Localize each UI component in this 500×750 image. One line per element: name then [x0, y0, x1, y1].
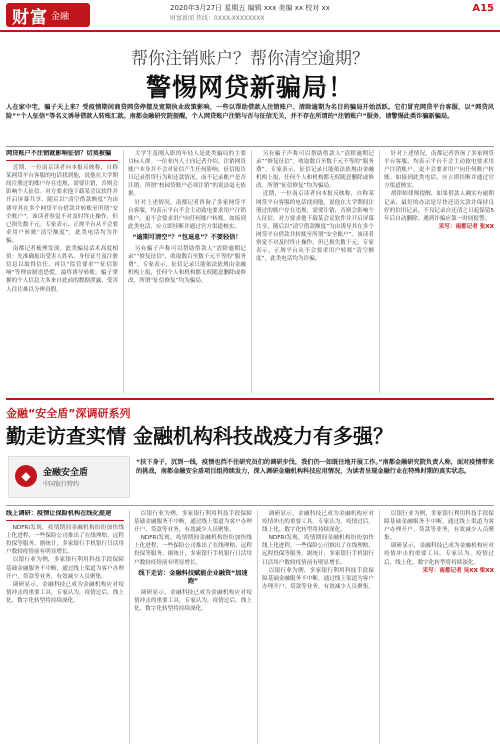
second-column-1: [6, 510, 124, 744]
paragraph: 近期，一位南京读者向本报反映称，自称某网贷平台客服的电话找到他，说他在大学期间注册过的账户存在违规，需要注销，否则会影响个人征信。对方要求他下载某会议软件并开启屏幕共享，随后以“清空借款额度”为由诱导其在多个网贷平台借款并转账至所谓“安全账户”。该读者察觉不对及时终止操作，但已损失数千元。专家表示，正规平台从不会要求用户转账“清空额度”，此类电话均为诈骗。: [256, 191, 374, 263]
column-divider: [251, 150, 252, 393]
second-kicker: 金融“安全盾”深调研系列: [6, 407, 131, 420]
paragraph: 针对上述情况，南都记者咨询了多家网贷平台客服，均表示平台不会主动致电要求用户注销账户，更不会要求用户向任何账户转账。如接到此类电话，应立即挂断并通过官方渠道核实。: [128, 199, 246, 230]
sidebar-title: 网贷账户不注销就影响征信？切莫被骗: [6, 150, 118, 161]
column-title: 线上调研：疫情让保险机构在线化提速: [6, 510, 124, 521]
byline: 采写：南都记者 张XX: [438, 223, 494, 230]
paragraph: 调研显示，金融科技已成为金融机构应对疫情冲击的重要工具。专家认为，疫情过后，线上化、数字化转型将持续深化。: [6, 581, 124, 604]
second-column-4: [384, 510, 494, 744]
column-divider: [379, 510, 380, 744]
top-column-2: [128, 150, 246, 393]
page-number: A15: [472, 3, 494, 14]
column-divider: [123, 150, 124, 393]
paragraph: 大学生及刚入职的年轻人是此类骗局的主要目标人群。一位业内人士向记者介绍，注销网贷账户本身并不会对征信产生任何影响，征信报告只记录借贷行为和还款情况，而不记录账户是否注销。所谓“校园贷账户必须注销”的说法毫无依据。: [128, 151, 246, 198]
paragraph: 另有骗子声称可以帮助借款人“清除逾期记录”“修复征信”，收取数百至数千元不等的“服务费”。专家表示，征信记录只能依法依规由金融机构上报，任何个人和机构都无权随意删除或修改，所谓“征信修复”均为骗局。: [256, 151, 374, 190]
column-divider: [379, 150, 380, 393]
second-column-3: [262, 510, 374, 744]
section-subhead: “逾期可清空”？“包退息”？不要轻信！: [132, 233, 242, 241]
paragraph: 南都记者梳理发现，此类骗局话术高度相似：先准确报出受害人姓名、身份证号及注册信息以取得信任，再以“监管要求”“征信影响”等理由制造恐慌，最终诱导转账。骗子掌握的个人信息大多来自此前的数据泄露，受害人往往难以分辨真假。: [6, 246, 118, 293]
column-divider: [257, 510, 258, 744]
brand-logo: [6, 3, 90, 27]
brand-sub: 金融: [51, 11, 70, 22]
paragraph: 以银行业为例，多家银行利用科技手段保障基础金融服务不中断，通过线上渠道为客户办理开户、贷款等业务，有效减少人员聚集。: [6, 557, 124, 580]
top-column-1: [6, 150, 118, 393]
masthead: [0, 0, 500, 32]
second-column-2: [134, 510, 252, 744]
byline: 采写：南都记者 吴XX 梁XX: [422, 567, 494, 574]
paragraph: 另有骗子声称可以帮助借款人“清除逾期记录”“修复征信”，收取数百至数千元不等的“服务费”。专家表示，征信记录只能依法依规由金融机构上报，任何个人和机构都无权随意删除或修改，所谓“征信修复”均为骗局。: [128, 246, 246, 285]
shield-icon: ◆: [15, 465, 37, 487]
section-subhead: 线下走访：金融科技赋能企业融资“加速跑”: [138, 569, 248, 585]
second-lead: “扶下身子，沉到一线，疫情也挡不住研究员们的调研步伐，我们仍一如既往地开展工作。”南都金融研究院负责人称，面对疫情带来的挑战，南都金融安全盾项目组持续发力，深入调研金融机构科技应用情况，为读者呈现金融行业在特殊时期的真实状态。: [136, 459, 494, 475]
paragraph: 以银行业为例，多家银行利用科技手段保障基础金融服务不中断，通过线上渠道为客户办理开户、贷款等业务，有效减少人员聚集。: [384, 511, 494, 542]
paragraph: NDFRI发现，疫情期间金融机构纷纷加快线上化进程，一些保险公司推出了在线理赔、远程投保等服务。据统计，多家银行手机银行日活用户数较疫情前有明显增长。: [262, 535, 374, 566]
top-kicker: 帮你注销账户？帮你清空逾期？: [131, 49, 369, 69]
paragraph: 调研显示，金融科技已成为金融机构应对疫情冲击的重要工具。专家认为，疫情过后，线上化、数字化转型将持续深化。: [134, 589, 252, 613]
top-column-4: [384, 150, 494, 393]
paragraph: 以银行业为例，多家银行利用科技手段保障基础金融服务不中断，通过线上渠道为客户办理开户、贷款等业务，有效减少人员聚集。: [134, 511, 252, 534]
paragraph: 以银行业为例，多家银行利用科技手段保障基础金融服务不中断，通过线上渠道为客户办理开户、贷款等业务，有效减少人员聚集。: [262, 567, 374, 590]
paragraph: NDFRI发现，疫情期间金融机构纷纷加快线上化进程，一些保险公司推出了在线理赔、远程投保等服务。据统计，多家银行手机银行日活用户数较疫情前有明显增长。: [134, 535, 252, 566]
second-headline: 勤走访查实情 金融机构科技战疫力有多强？: [6, 424, 393, 448]
series-logo-sub: 中国银行特约: [43, 481, 80, 488]
divider: [6, 505, 494, 506]
paragraph: 胡律师律师提醒，如果借款人确实有逾期记录，最好的办法是尽快还清欠款并保持良好的信用记录，不良记录自还清之日起保留5年后自动删除。遇到诈骗应第一时间报警。: [384, 191, 494, 222]
series-logo: [8, 456, 130, 498]
paragraph: 调研显示，金融科技已成为金融机构应对疫情冲击的重要工具。专家认为，疫情过后，线上化、数字化转型将持续深化。: [384, 543, 494, 566]
paragraph: 调研显示，金融科技已成为金融机构应对疫情冲击的重要工具。专家认为，疫情过后，线上化、数字化转型将持续深化。: [262, 511, 374, 534]
series-logo-title: 金融安全盾: [43, 468, 89, 478]
divider: [6, 146, 494, 147]
brand-name: 财富: [12, 7, 48, 28]
section-divider: [6, 398, 494, 400]
top-lead: 人在家中宅，骗子天上来？受疫情期间商贷网贷停摆及宽期执业政策影响，一些以帮助借款人注销账户、清除逾期为名目的骗局开始活跃。它们冒充网贷平台客服，以“网贷风险”“个人征信”等名义诱导借款人转账汇款。南都金融研究院提醒，个人网贷账户注销与否与征信无关，并不存在所谓的“注销账户”服务，请警惕此类诈骗新骗局。: [6, 104, 494, 120]
column-divider: [129, 510, 130, 744]
paragraph: 近期，一位南京读者向本报反映称，自称某网贷平台客服的电话找到他，说他在大学期间注册过的账户存在违规，需要注销，否则会影响个人征信。对方要求他下载某会议软件并开启屏幕共享，随后以“清空借款额度”为由诱导其在多个网贷平台借款并转账至所谓“安全账户”。该读者察觉不对及时终止操作，但已损失数千元。专家表示，正规平台从不会要求用户转账“清空额度”，此类电话均为诈骗。: [6, 165, 118, 244]
paragraph: NDFRI发现，疫情期间金融机构纷纷加快线上化进程，一些保险公司推出了在线理赔、远程投保等服务。据统计，多家银行手机银行日活用户数较疫情前有明显增长。: [6, 525, 124, 556]
top-column-3: [256, 150, 374, 393]
hotline-line: 财富新闻 热线：0XXX-XXXXXXXX: [170, 15, 265, 22]
top-headline: 警惕网贷新骗局！: [145, 73, 354, 102]
paragraph: 针对上述情况，南都记者咨询了多家网贷平台客服，均表示平台不会主动致电要求用户注销账户，更不会要求用户向任何账户转账。如接到此类电话，应立即挂断并通过官方渠道核实。: [384, 151, 494, 190]
issue-date-line: 2020年3月27日 星期五 编辑 xxx 美编 xx 校对 xx: [170, 4, 330, 12]
